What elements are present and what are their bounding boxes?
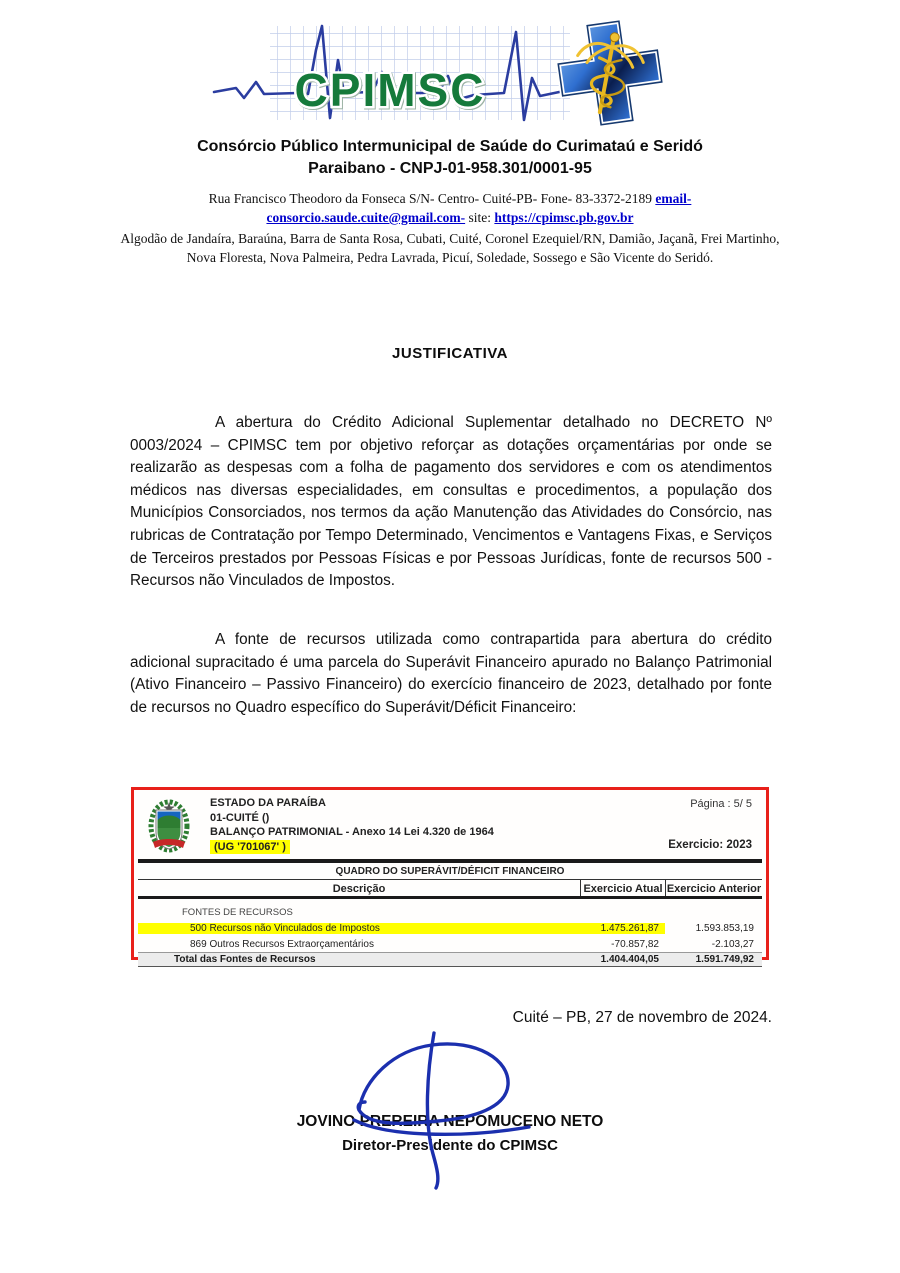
- signer-name: JOVINO PREREIRA NEPOMUCENO NETO: [296, 1113, 604, 1130]
- report-table-title: QUADRO DO SUPERÁVIT/DÉFICIT FINANCEIRO: [335, 866, 565, 877]
- email-link[interactable]: consorcio.saude.cuite@gmail.com-: [266, 210, 466, 225]
- site-label: site:: [465, 210, 495, 225]
- org-address: [130, 189, 770, 227]
- total-description: Total das Fontes de Recursos: [174, 954, 316, 965]
- table-row: [138, 937, 762, 951]
- report-page-number: Página : 5/ 5: [690, 798, 752, 810]
- ekg-caduceus-cross-icon: [212, 20, 704, 126]
- medical-cross-icon: [554, 20, 667, 126]
- org-name: [80, 136, 820, 180]
- total-anterior: 1.591.749,92: [695, 954, 754, 965]
- row-869-anterior: -2.103,27: [711, 938, 754, 950]
- org-name-line1: Consórcio Público Intermunicipal de Saúde do Curimataú e Seridó: [197, 138, 703, 155]
- row-869-description: 869 Outros Recursos Extraorçamentários: [190, 938, 374, 950]
- site-link[interactable]: https://cpimsc.pb.gov.br: [494, 210, 634, 225]
- col-header-descricao: Descrição: [332, 883, 386, 895]
- report-divider-top: [138, 859, 762, 863]
- cpimsc-logo: [212, 20, 704, 126]
- signer-role: Diretor-Presidente do CPIMSC: [342, 1137, 558, 1154]
- email-label-link[interactable]: email-: [655, 191, 692, 206]
- row-500-anterior: 1.593.853,19: [695, 922, 754, 934]
- report-column-headers: [138, 880, 762, 899]
- report-group-label: FONTES DE RECURSOS: [182, 907, 293, 918]
- col-header-exercicio-anterior: Exercicio Anterior: [665, 880, 762, 896]
- report-state: ESTADO DA PARAÍBA: [210, 797, 326, 809]
- signature-icon: [337, 1030, 547, 1190]
- report-title: BALANÇO PATRIMONIAL - Anexo 14 Lei 4.320 de 1964: [210, 826, 494, 838]
- total-atual: 1.404.404,05: [600, 954, 659, 965]
- date-line: Cuité – PB, 27 de novembro de 2024.: [512, 1009, 772, 1026]
- report-ug-highlight: (UG '701067' ): [210, 840, 290, 855]
- row-869-atual: -70.857,82: [611, 938, 659, 950]
- report-entity: 01-CUITÉ (): [210, 811, 270, 824]
- row-500-atual: 1.475.261,87: [580, 923, 665, 934]
- document-title: JUSTIFICATIVA: [392, 345, 508, 362]
- paragraph-2: A fonte de recursos utilizada como contrapartida para abertura do crédito adicional supracitado é uma parcela do Superávit Financeiro apurado no Balanço Patrimonial (Ativo Financeiro – Passivo Financeiro) do exercício financeiro de 2023, detalhado por fonte de recursos no Quadro específico do Superávit/Déficit Financeiro:: [130, 631, 772, 716]
- member-municipalities: Algodão de Jandaíra, Baraúna, Barra de Santa Rosa, Cubati, Cuité, Coronel Ezequiel/RN, Damião, Jaçanã, Frei Martinho, Nova Floresta, Nova Palmeira, Pedra Lavrada, Picuí, Soledade, Sossego e São Vicente do Seridó.: [120, 231, 780, 265]
- org-name-line2: Paraibano - CNPJ-01-958.301/0001-95: [308, 160, 592, 177]
- col-header-exercicio-atual: Exercicio Atual: [580, 880, 665, 896]
- report-exercise: Exercicio: 2023: [668, 839, 752, 851]
- paraiba-coat-of-arms-icon: [147, 798, 191, 854]
- row-500-description: 500 Recursos não Vinculados de Impostos: [138, 923, 580, 934]
- svg-text:CPIMSC: CPIMSC: [294, 64, 486, 116]
- balance-report-frame: [131, 787, 769, 965]
- report-header: [210, 796, 494, 854]
- paragraph-1: A abertura do Crédito Adicional Suplementar detalhado no DECRETO Nº 0003/2024 – CPIMSC tem por objetivo reforçar as dotações orçamentárias por onde se realizarão as despesas com a folha de pagamento dos servidores e com os atendimentos médicos nas diversas especialidades, em consultas e procedimentos, a população dos Municípios Consorciados, nos termos da ação Manutenção das Atividades do Consórcio, nas rubricas de Contratação por Tempo Determinado, Vencimentos e Vantagens Fixas, e Serviços de Terceiros prestados por Pessoas Físicas e por Pessoas Jurídicas, fonte de recursos 500 - Recursos não Vinculados de Impostos.: [130, 414, 772, 590]
- table-total-row: [138, 952, 762, 967]
- address-text: Rua Francisco Theodoro da Fonseca S/N- Centro- Cuité-PB- Fone- 83-3372-2189: [208, 191, 656, 206]
- table-row: [138, 921, 762, 935]
